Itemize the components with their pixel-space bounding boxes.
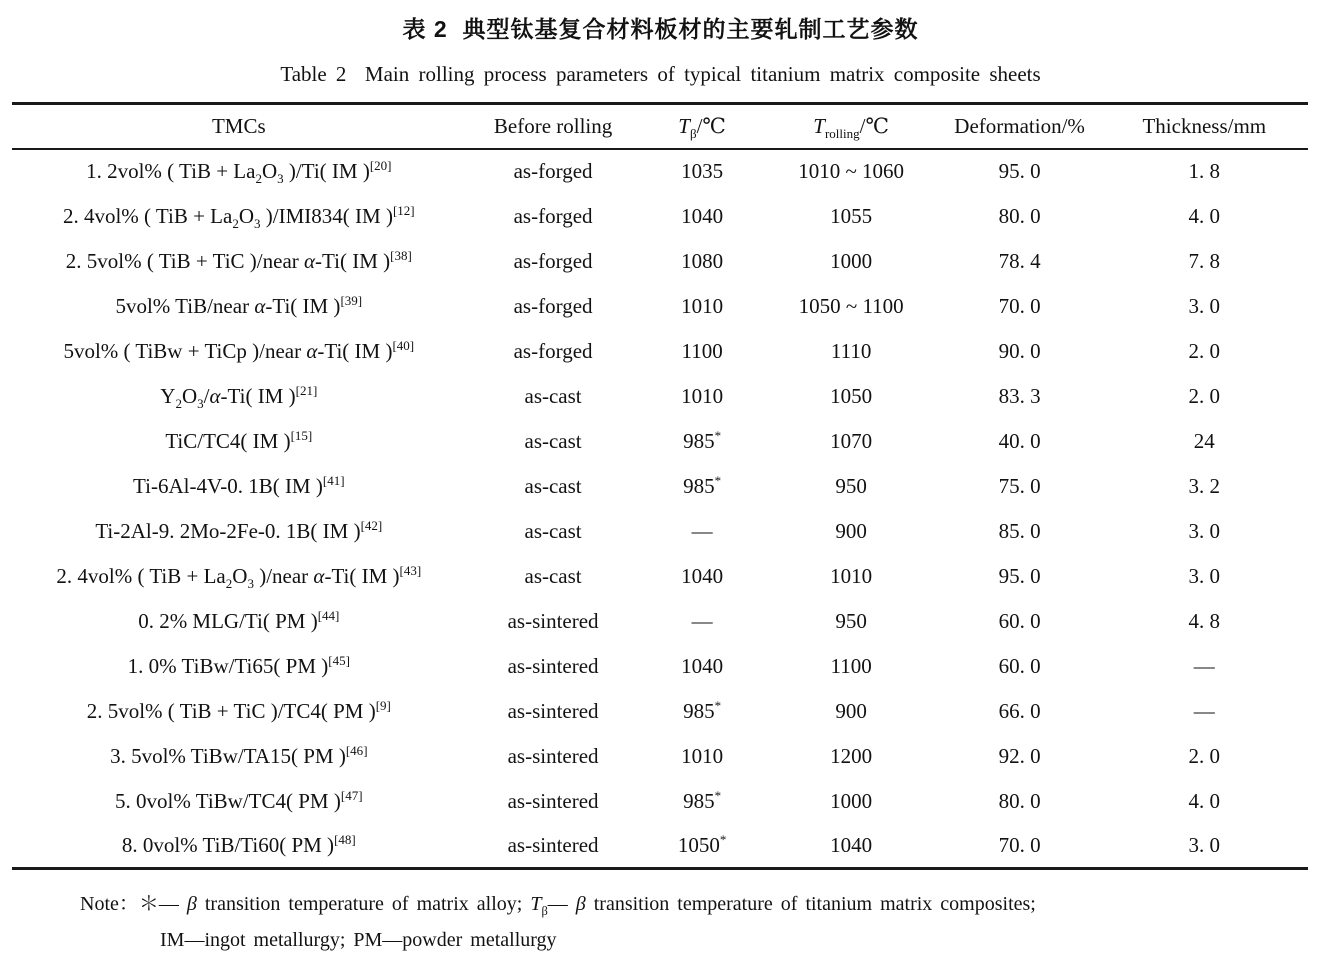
- t-rolling-cell: 1010: [830, 563, 873, 588]
- before-rolling-cell: as-forged: [513, 159, 593, 183]
- before-rolling-cell: as-cast: [524, 563, 582, 588]
- deformation-cell: 60. 0: [998, 608, 1041, 633]
- t-rolling-cell: 950: [835, 473, 867, 498]
- table-row: [12, 284, 1308, 329]
- deformation-cell: 80. 0: [998, 203, 1041, 228]
- tmc-cell: 3. 5vol% TiBw/TA15( PM )[46]: [110, 742, 368, 768]
- deformation-cell: 60. 0: [998, 653, 1041, 678]
- before-rolling-cell: as-cast: [524, 383, 582, 408]
- deformation-cell: 80. 0: [998, 788, 1041, 813]
- before-rolling-cell: as-cast: [524, 518, 582, 543]
- note-line-metallurgy-definitions: IM—ingot metallurgy; PM—powder metallurgy: [160, 929, 557, 951]
- t-beta-cell: 985*: [683, 427, 722, 453]
- t-rolling-cell: 1000: [830, 788, 873, 813]
- t-beta-cell: 1080: [681, 248, 724, 273]
- thickness-cell: 1. 8: [1188, 159, 1221, 183]
- thickness-cell: 4. 0: [1188, 203, 1221, 228]
- t-rolling-cell: 1055: [830, 203, 873, 228]
- tmc-cell: 2. 4vol% ( TiB + $La_2O_3$ )/near α-Ti( IM )[43]: [56, 562, 422, 591]
- t-rolling-cell: 900: [835, 518, 867, 543]
- table-row: [12, 464, 1308, 509]
- tmc-cell: TiC/TC4( IM )[15]: [165, 427, 313, 453]
- note-line-beta-definitions: Note：＊— β transition temperature of matrix alloy; $T_\beta—$ β transition temperature of titanium matrix composites;: [80, 893, 1036, 918]
- table-row: [12, 644, 1308, 689]
- before-rolling-cell: as-sintered: [507, 653, 599, 678]
- col-header-tmcs: TMCs: [211, 113, 266, 138]
- col-header-t-beta: $T_\beta/℃$: [678, 113, 726, 141]
- tmc-cell: Ti-6Al-4V-0. 1B( IM )[41]: [133, 472, 345, 498]
- tmc-cell: Ti-2Al-9. 2Mo-2Fe-0. 1B( IM )[42]: [95, 517, 383, 543]
- before-rolling-cell: as-cast: [524, 473, 582, 498]
- deformation-cell: 95. 0: [998, 159, 1041, 183]
- deformation-cell: 95. 0: [998, 563, 1041, 588]
- t-rolling-cell: 1100: [830, 653, 872, 678]
- table-row: [12, 509, 1308, 554]
- t-rolling-cell: 1200: [830, 743, 873, 768]
- table-row: [12, 374, 1308, 419]
- t-beta-cell: 985*: [683, 787, 722, 813]
- table-row: [12, 239, 1308, 284]
- table-header: [12, 104, 1308, 149]
- before-rolling-cell: as-sintered: [507, 743, 599, 768]
- before-rolling-cell: as-forged: [513, 338, 593, 363]
- t-rolling-cell: 1050 ~ 1100: [798, 293, 904, 318]
- thickness-cell: 3. 0: [1188, 563, 1221, 588]
- deformation-cell: 66. 0: [998, 698, 1041, 723]
- thickness-cell: 3. 0: [1188, 293, 1221, 318]
- thickness-cell: 3. 0: [1188, 832, 1221, 857]
- table-row: [12, 689, 1308, 734]
- table-row: [12, 194, 1308, 239]
- table-row: [12, 599, 1308, 644]
- tmc-cell: $Y_2O_3/\alpha-Ti$( IM )[21]: [160, 382, 318, 411]
- table-row: [12, 554, 1308, 599]
- tmc-cell: 2. 5vol% ( TiB + TiC )/TC4( PM )[9]: [86, 697, 391, 723]
- thickness-cell: 2. 0: [1188, 743, 1221, 768]
- table-row: [12, 419, 1308, 464]
- t-beta-cell: 1100: [681, 338, 723, 363]
- deformation-cell: 75. 0: [998, 473, 1041, 498]
- thickness-cell: —: [1193, 653, 1215, 678]
- thickness-cell: —: [1193, 698, 1215, 723]
- t-rolling-cell: 1050: [830, 383, 873, 408]
- col-header-thickness: Thickness/mm: [1142, 113, 1267, 138]
- t-beta-cell: 985*: [683, 472, 722, 498]
- tmc-cell: 0. 2% MLG/Ti( PM )[44]: [138, 607, 340, 633]
- thickness-cell: 2. 0: [1188, 338, 1221, 363]
- t-rolling-cell: 1110: [830, 338, 872, 363]
- table-title-chinese: 表 2 典型钛基复合材料板材的主要轧制工艺参数: [402, 16, 919, 42]
- table-row: [12, 779, 1308, 824]
- tmc-cell: 5vol% TiB/near α-Ti( IM )[39]: [115, 292, 363, 318]
- thickness-cell: 3. 2: [1188, 473, 1221, 498]
- thickness-cell: 4. 8: [1188, 608, 1221, 633]
- before-rolling-cell: as-forged: [513, 293, 593, 318]
- tmc-cell: 1. 2vol% ( TiB + $La_2O_3$ )/Ti( IM )[20]: [86, 158, 392, 187]
- t-beta-cell: 1040: [681, 563, 724, 588]
- table-note: [80, 887, 1301, 952]
- tmc-cell: 1. 0% TiBw/Ti65( PM )[45]: [127, 652, 350, 678]
- t-beta-cell: 1010: [681, 743, 724, 768]
- header-row: [12, 104, 1308, 149]
- t-rolling-cell: 1070: [830, 428, 873, 453]
- table-row: [12, 824, 1308, 869]
- t-rolling-cell: 900: [835, 698, 867, 723]
- t-rolling-cell: 950: [835, 608, 867, 633]
- before-rolling-cell: as-forged: [513, 203, 593, 228]
- t-beta-cell: 1010: [681, 293, 724, 318]
- table-row: [12, 329, 1308, 374]
- deformation-cell: 85. 0: [998, 518, 1041, 543]
- before-rolling-cell: as-sintered: [507, 608, 599, 633]
- before-rolling-cell: as-cast: [524, 428, 582, 453]
- thickness-cell: 7. 8: [1188, 248, 1221, 273]
- t-beta-cell: 1040: [681, 653, 724, 678]
- t-rolling-cell: 1000: [830, 248, 873, 273]
- table-body: [12, 149, 1308, 869]
- tmc-cell: 2. 5vol% ( TiB + TiC )/near α-Ti( IM )[38]: [65, 247, 412, 273]
- thickness-cell: 4. 0: [1188, 788, 1221, 813]
- col-header-t-rolling: $T_{rolling}/℃$: [813, 113, 889, 141]
- before-rolling-cell: as-sintered: [507, 698, 599, 723]
- before-rolling-cell: as-sintered: [507, 832, 599, 857]
- t-beta-cell: 1050*: [677, 831, 727, 857]
- t-beta-cell: 1040: [681, 203, 724, 228]
- t-rolling-cell: 1040: [830, 832, 873, 857]
- t-beta-cell: 1010: [681, 383, 724, 408]
- deformation-cell: 83. 3: [998, 383, 1041, 408]
- deformation-cell: 70. 0: [998, 832, 1041, 857]
- tmc-cell: 8. 0vol% TiB/Ti60( PM )[48]: [121, 831, 356, 857]
- t-beta-cell: 1035: [681, 159, 724, 183]
- thickness-cell: 3. 0: [1188, 518, 1221, 543]
- table-row: [12, 734, 1308, 779]
- deformation-cell: 92. 0: [998, 743, 1041, 768]
- col-header-before-rolling: Before rolling: [493, 113, 613, 138]
- thickness-cell: 2. 0: [1188, 383, 1221, 408]
- deformation-cell: 78. 4: [998, 248, 1041, 273]
- table-title-english: Table 2 Main rolling process parameters of typical titanium matrix composite sheets: [280, 62, 1041, 86]
- before-rolling-cell: as-sintered: [507, 788, 599, 813]
- t-beta-cell: 985*: [683, 697, 722, 723]
- t-beta-cell: —: [691, 608, 713, 633]
- deformation-cell: 70. 0: [998, 293, 1041, 318]
- table-row: [12, 149, 1308, 194]
- deformation-cell: 40. 0: [998, 428, 1041, 453]
- before-rolling-cell: as-forged: [513, 248, 593, 273]
- t-rolling-cell: 1010 ~ 1060: [798, 159, 905, 183]
- rolling-parameters-table: [12, 102, 1308, 870]
- col-header-deformation: Deformation/%: [954, 113, 1085, 138]
- deformation-cell: 90. 0: [998, 338, 1041, 363]
- tmc-cell: 5vol% ( TiBw + TiCp )/near α-Ti( IM )[40]: [63, 337, 415, 363]
- tmc-cell: 2. 4vol% ( TiB + $La_2O_3$ )/IMI834( IM )[12]: [62, 202, 415, 231]
- thickness-cell: 24: [1193, 428, 1215, 453]
- tmc-cell: 5. 0vol% TiBw/TC4( PM )[47]: [115, 787, 363, 813]
- t-beta-cell: —: [691, 518, 713, 543]
